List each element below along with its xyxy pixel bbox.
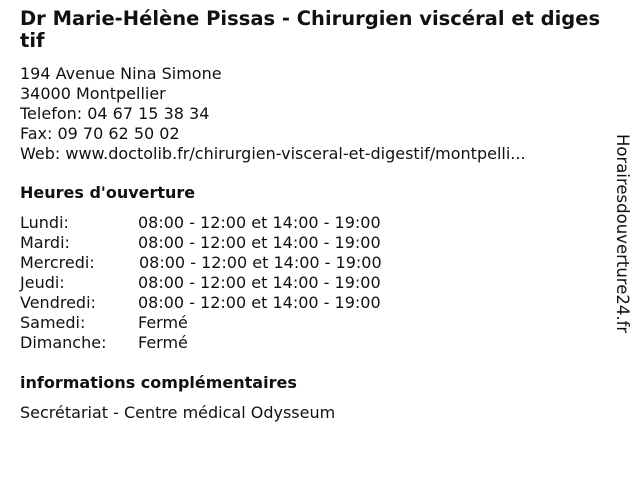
fax-number: Fax: 09 70 62 50 02 (20, 124, 180, 143)
street-address: 194 Avenue Nina Simone (20, 64, 222, 83)
website-link: Web: www.doctolib.fr/chirurgien-visceral-et-digestif/montpelli... (20, 144, 526, 163)
time-value: 08:00 - 12:00 et 14:00 - 19:00 (139, 253, 382, 272)
time-value: 08:00 - 12:00 et 14:00 - 19:00 (138, 213, 381, 232)
day-label: Dimanche: (20, 333, 107, 352)
additional-info-text: Secrétariat - Centre médical Odysseum (20, 403, 336, 422)
watermark-text: Horairesdouverture24.fr (613, 134, 632, 334)
day-label: Mercredi: (20, 253, 95, 272)
page-title: Dr Marie-Hélène Pissas - Chirurgien viscéral et digestif (20, 7, 601, 52)
day-label: Lundi: (20, 213, 69, 232)
city-address: 34000 Montpellier (20, 84, 166, 103)
time-value: 08:00 - 12:00 et 14:00 - 19:00 (138, 273, 381, 292)
additional-info-heading: informations complémentaires (20, 373, 297, 392)
day-label: Jeudi: (20, 273, 65, 292)
day-label: Samedi: (20, 313, 86, 332)
time-value: 08:00 - 12:00 et 14:00 - 19:00 (138, 233, 381, 252)
address-block (20, 64, 526, 164)
day-label: Vendredi: (20, 293, 96, 312)
time-value: 08:00 - 12:00 et 14:00 - 19:00 (138, 293, 381, 312)
time-value: Fermé (138, 313, 188, 332)
day-label: Mardi: (20, 233, 70, 252)
phone-number: Telefon: 04 67 15 38 34 (20, 104, 210, 123)
site-watermark (612, 134, 632, 344)
opening-hours-heading: Heures d'ouverture (20, 183, 196, 202)
time-value: Fermé (138, 333, 188, 352)
